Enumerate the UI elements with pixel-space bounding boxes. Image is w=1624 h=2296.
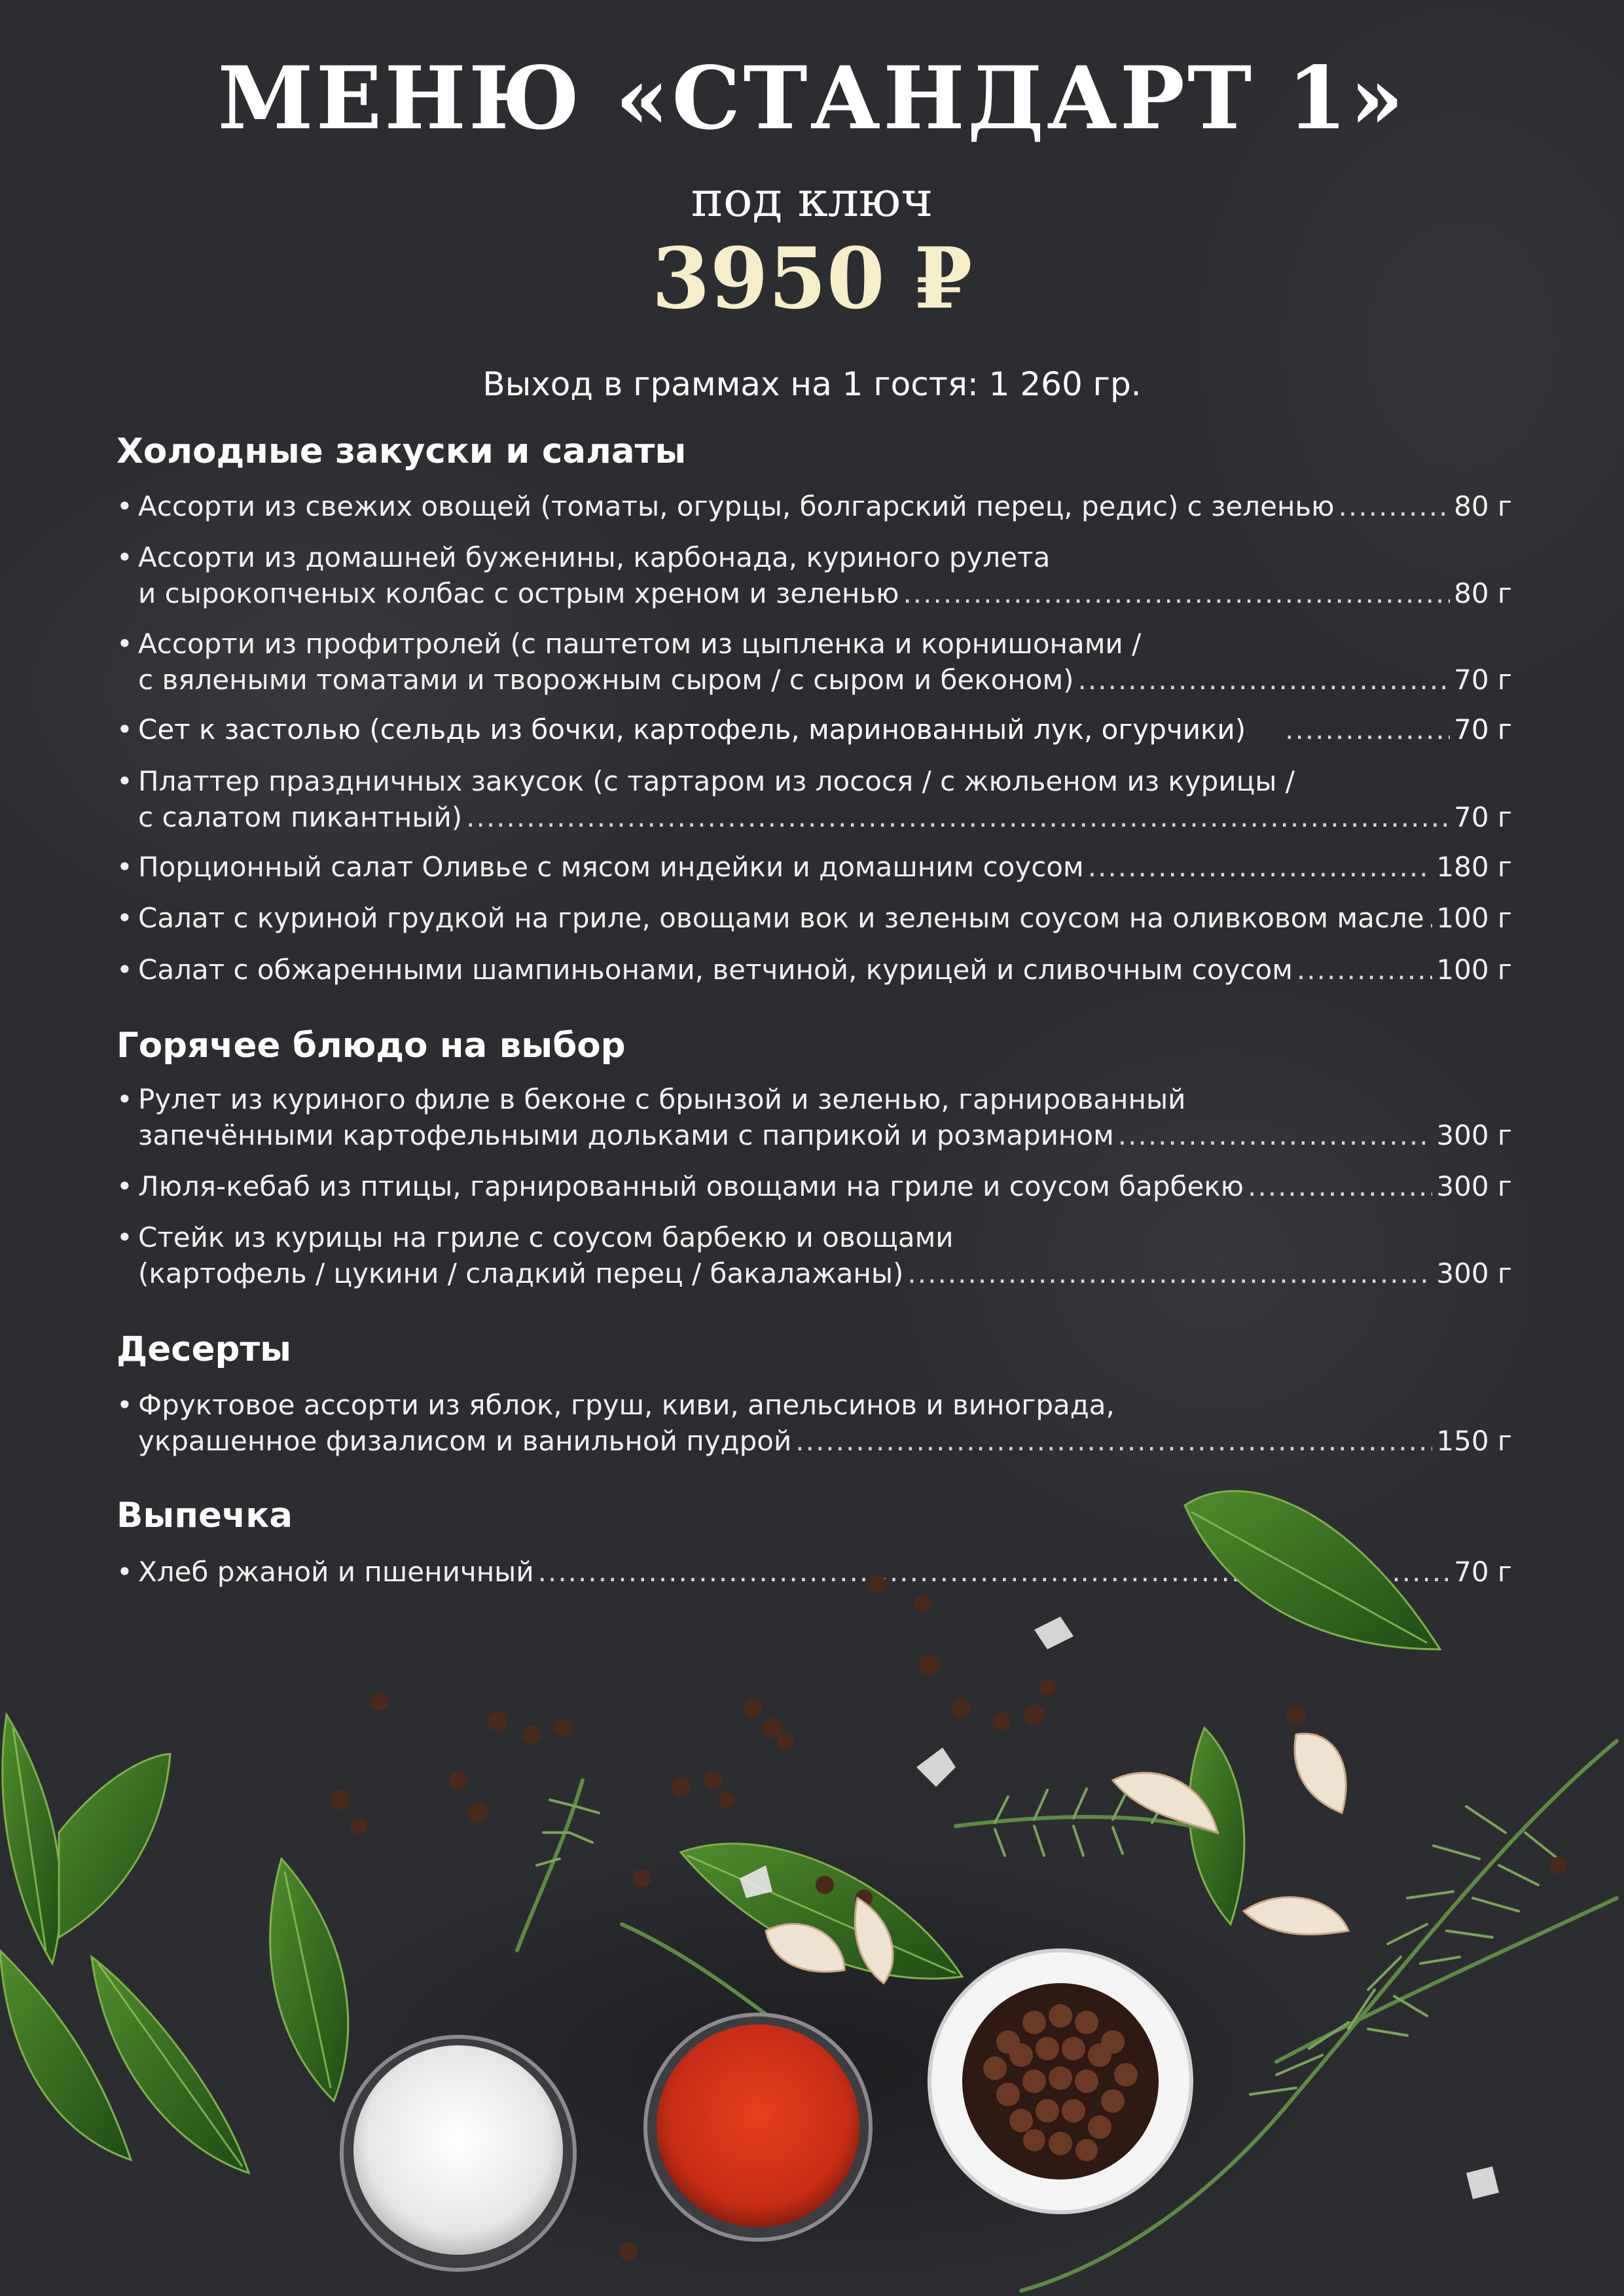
section-title-desserts: Десерты	[117, 1329, 292, 1369]
section-title-hot-dish: Горячее блюдо на выбор	[117, 1026, 626, 1066]
menu-item: • Порционный салат Оливье с мясом индейки и домашним соусом ..... 180 г	[117, 849, 1512, 885]
salt-bowl	[342, 2037, 575, 2270]
menu-item: • Платтер праздничных закусок (с тартаром из лосося / с жюльеном из курицы / с салатом пикантный) ..... 70 г	[117, 763, 1512, 835]
paprika-bowl	[645, 2015, 871, 2240]
menu-subtitle: под ключ	[691, 171, 933, 228]
menu-item: • Салат с куриной грудкой на гриле, овощами вок и зеленым соусом на оливковом масле ..... 100 г	[117, 900, 1512, 936]
section-title-cold-appetizers: Холодные закуски и салаты	[117, 431, 687, 471]
menu-title: МЕНЮ «СТАНДАРТ 1»	[217, 48, 1407, 149]
menu-item: • Ассорти из профитролей (с паштетом из цыпленка и корнишонами / с вялеными томатами и творожным сыром / с сыром и беконом) ..... 70 г	[117, 626, 1512, 698]
menu-item: • Ассорти из домашней буженины, карбонада, куриного рулета и сырокопченых колбас с острым хреном и зеленью ..... 80 г	[117, 539, 1512, 611]
menu-item: • Рулет из куриного филе в беконе с брынзой и зеленью, гарнированный запечёнными картофельными дольками с паприкой и розмарином ..... 300 г	[117, 1081, 1512, 1153]
menu-item: • Салат с обжаренными шампиньонами, ветчиной, курицей и сливочным соусом ..... 100 г	[117, 952, 1512, 988]
menu-item: • Ассорти из свежих овощей (томаты, огурцы, болгарский перец, редис) с зеленью ..... 80 г	[117, 488, 1512, 524]
menu-item: • Фруктовое ассорти из яблок, груш, киви, апельсинов и винограда, украшенное физалисом и ванильной пудрой ..... 150 г	[117, 1387, 1512, 1459]
menu-price: 3950 ₽	[651, 230, 973, 328]
section-title-bakery: Выпечка	[117, 1496, 293, 1535]
menu-item: • Стейк из курицы на гриле с соусом барбекю и овощами (картофель / цукини / сладкий перец / бакалажаны) ..... 300 г	[117, 1219, 1512, 1291]
menu-item: • Хлеб ржаной и пшеничный ..... 70 г	[117, 1554, 1512, 1590]
yield-per-guest: Выход в граммах на 1 гостя: 1 260 гр.	[482, 365, 1142, 403]
menu-item: • Люля-кебаб из птицы, гарнированный овощами на гриле и соусом барбекю ..... 300 г	[117, 1168, 1512, 1204]
menu-item: • Сет к застолью (сельдь из бочки, картофель, маринованный лук, огурчики) ..... 70 г	[117, 711, 1512, 747]
